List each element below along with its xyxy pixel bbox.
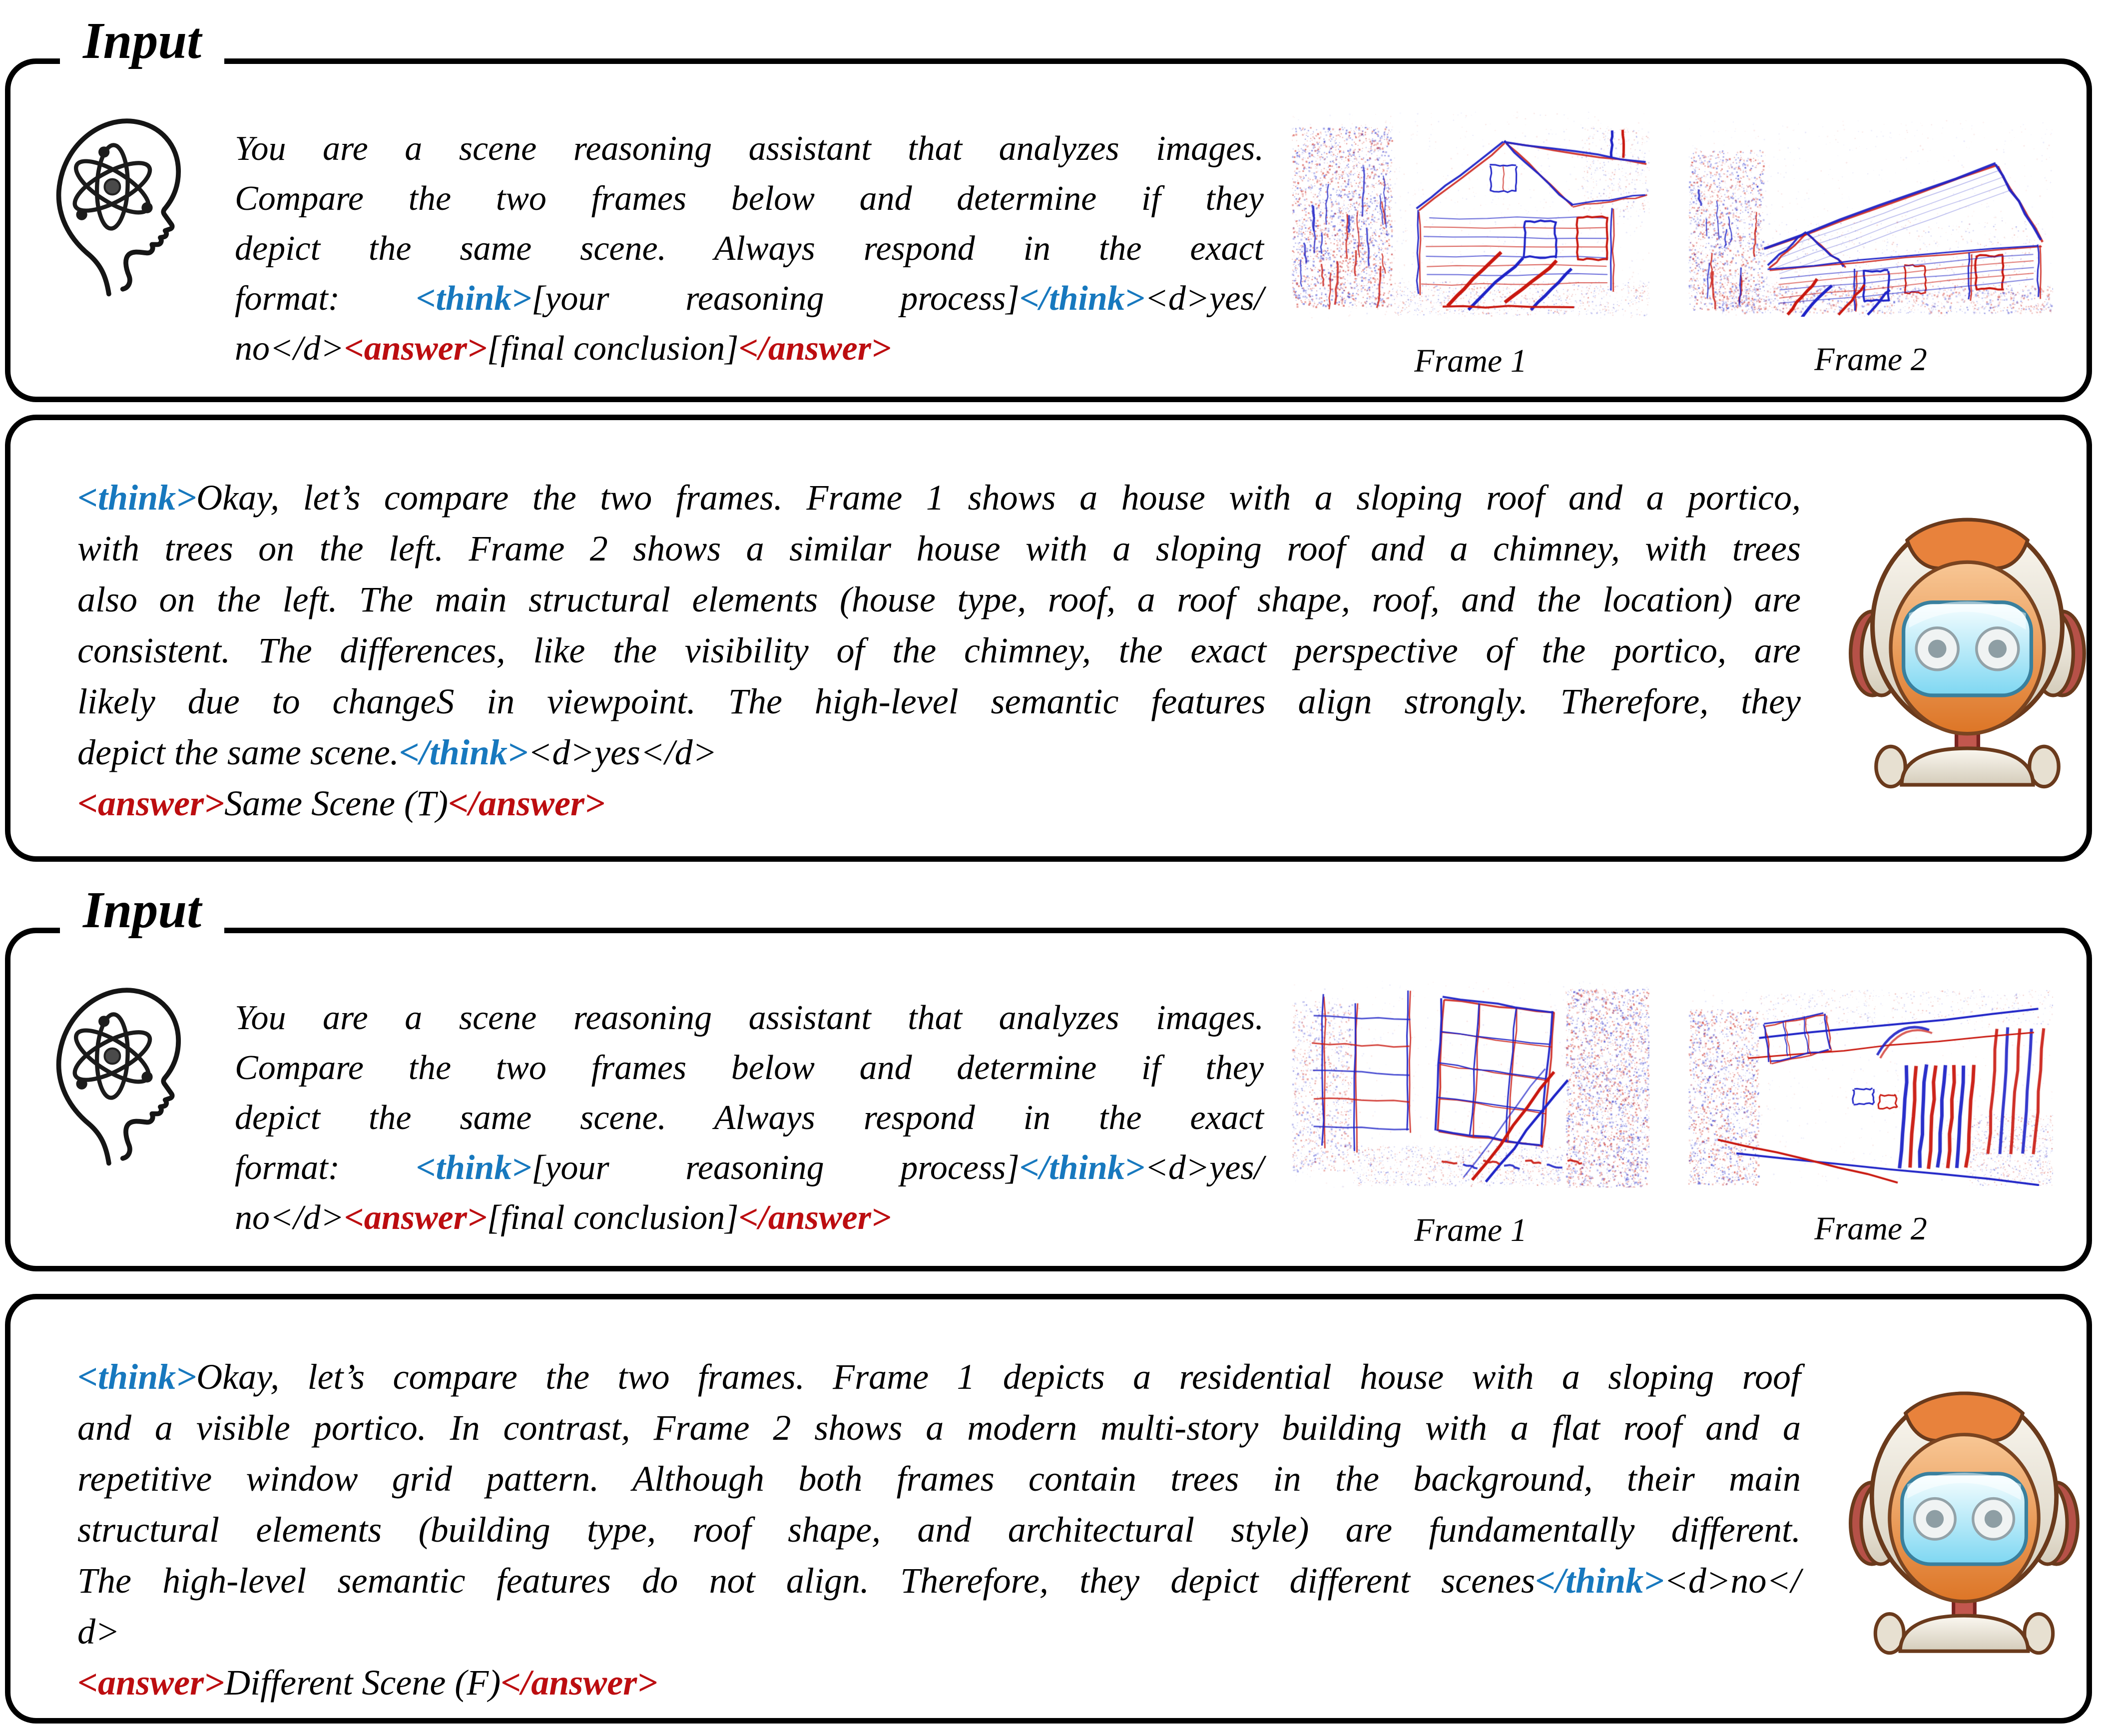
think-text <box>77 1351 1801 1657</box>
text-line <box>235 174 1264 224</box>
text-segment: no</d> <box>235 1198 344 1237</box>
text-segment: You are a scene reasoning assistant that analyzes images. <box>235 999 1264 1037</box>
text-line <box>235 324 1264 374</box>
text-segment: [your reasoning process] <box>531 279 1020 318</box>
robot-icon <box>1849 1367 2080 1659</box>
text-segment: format: <box>235 279 416 318</box>
text-line <box>235 124 1264 174</box>
text-line <box>77 1657 1801 1708</box>
model-response <box>77 472 1801 829</box>
text-segment: d> <box>77 1612 120 1652</box>
head-atom-icon <box>43 978 193 1166</box>
text-line <box>235 274 1264 324</box>
text-segment: Different Scene (F) <box>224 1663 501 1703</box>
think-text <box>77 472 1801 778</box>
text-line <box>77 1555 1801 1606</box>
prompt-text <box>235 993 1264 1243</box>
answer-tag: </answer> <box>738 329 891 368</box>
text-segment: <d>yes/ <box>1144 1149 1264 1187</box>
think-tag: </think> <box>399 732 528 772</box>
text-line <box>77 625 1801 676</box>
frame-2-image <box>1688 120 2053 317</box>
text-segment: <d>yes</d> <box>527 732 717 772</box>
text-line <box>77 1453 1801 1504</box>
text-line <box>77 1504 1801 1555</box>
answer-tag: </answer> <box>738 1198 891 1237</box>
text-segment: [final conclusion] <box>487 1198 739 1237</box>
answer-tag: <answer> <box>344 1198 487 1237</box>
think-tag: </think> <box>1019 1149 1145 1187</box>
text-line <box>77 1606 1801 1657</box>
text-line <box>77 727 1801 778</box>
text-line <box>235 993 1264 1043</box>
frame-2-image <box>1688 989 2053 1186</box>
text-segment: depict the same scene. <box>77 732 399 772</box>
text-line <box>235 224 1264 274</box>
text-line <box>77 574 1801 625</box>
answer-tag: </answer> <box>448 783 605 823</box>
text-line <box>77 778 1801 829</box>
text-segment: <d>no</ <box>1664 1561 1801 1601</box>
input-box-1 <box>5 58 2092 402</box>
think-tag: </think> <box>1535 1561 1664 1601</box>
text-line <box>77 1402 1801 1453</box>
model-response <box>77 1351 1801 1708</box>
frame-1-figure <box>1292 111 1649 380</box>
think-tag: <think> <box>77 478 197 518</box>
text-segment: likely due to changeS in viewpoint. The high-level semantic features align strongly. Therefore, they <box>77 681 1801 721</box>
frame-2-figure <box>1688 989 2053 1248</box>
text-line <box>235 1143 1264 1193</box>
input-box-2 <box>5 928 2092 1271</box>
text-segment: consistent. The differences, like the visibility of the chimney, the exact perspective of the portico, are <box>77 630 1801 670</box>
answer-tag: </answer> <box>501 1663 658 1703</box>
text-segment: no</d> <box>235 329 344 368</box>
input-title: Input <box>60 884 224 936</box>
text-line <box>77 472 1801 523</box>
text-segment: [final conclusion] <box>487 329 739 368</box>
head-atom-icon <box>43 109 193 297</box>
text-segment: <d>yes/ <box>1144 279 1264 318</box>
text-line <box>235 1093 1264 1143</box>
text-segment: also on the left. The main structural elements (house type, roof, a roof shape, roof, and the location) are <box>77 579 1801 619</box>
answer-tag: <answer> <box>77 1663 225 1703</box>
text-segment: Compare the two frames below and determine if they <box>235 179 1264 218</box>
think-tag: <think> <box>416 279 532 318</box>
output-box-1 <box>5 415 2092 862</box>
answer-tag: <answer> <box>77 783 225 823</box>
frame-1-label: Frame 1 <box>1414 1212 1527 1248</box>
frame-2-label: Frame 2 <box>1814 1210 1927 1247</box>
text-segment: structural elements (building type, roof shape, and architectural style) are fundamentally different. <box>77 1510 1801 1550</box>
prompt-text <box>235 124 1264 374</box>
text-segment: [your reasoning process] <box>531 1149 1020 1187</box>
robot-icon <box>1849 493 2086 792</box>
text-segment: depict the same scene. Always respond in the exact <box>235 1099 1264 1137</box>
input-title: Input <box>60 15 224 67</box>
answer-text <box>77 778 1801 829</box>
text-segment: You are a scene reasoning assistant that analyzes images. <box>235 129 1264 168</box>
text-segment: Compare the two frames below and determine if they <box>235 1049 1264 1087</box>
frame-1-figure <box>1292 981 1649 1249</box>
text-segment: Same Scene (T) <box>224 783 448 823</box>
frame-2-figure <box>1688 120 2053 379</box>
text-segment: repetitive window grid pattern. Although both frames contain trees in the background, their main <box>77 1459 1801 1499</box>
answer-tag: <answer> <box>344 329 487 368</box>
frame-1-image <box>1292 981 1649 1187</box>
text-segment: depict the same scene. Always respond in the exact <box>235 229 1264 268</box>
text-segment: Okay, let’s compare the two frames. Frame 1 shows a house with a sloping roof and a portico, <box>196 478 1801 518</box>
think-tag: <think> <box>416 1149 532 1187</box>
text-segment: The high-level semantic features do not align. Therefore, they depict different scenes <box>77 1561 1536 1601</box>
text-line <box>77 676 1801 727</box>
frame-1-label: Frame 1 <box>1414 343 1527 379</box>
answer-text <box>77 1657 1801 1708</box>
text-line <box>77 1351 1801 1402</box>
text-line <box>235 1193 1264 1243</box>
text-segment: Okay, let’s compare the two frames. Frame 1 depicts a residential house with a sloping roof <box>196 1357 1801 1397</box>
text-line <box>77 523 1801 574</box>
text-segment: format: <box>235 1149 416 1187</box>
text-segment: with trees on the left. Frame 2 shows a similar house with a sloping roof and a chimney, with trees <box>77 529 1801 569</box>
text-line <box>235 1043 1264 1093</box>
think-tag: <think> <box>77 1357 197 1397</box>
text-segment: and a visible portico. In contrast, Frame 2 shows a modern multi-story building with a flat roof and a <box>77 1408 1801 1448</box>
output-box-2 <box>5 1294 2092 1724</box>
frame-1-image <box>1292 111 1649 318</box>
think-tag: </think> <box>1019 279 1145 318</box>
frame-2-label: Frame 2 <box>1814 341 1927 378</box>
